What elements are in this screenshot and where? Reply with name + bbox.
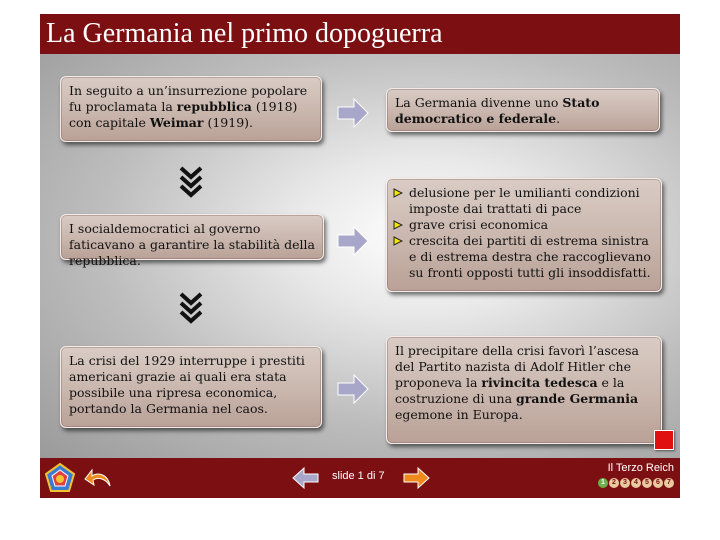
right-arrow-icon	[336, 224, 370, 258]
effect-box-2	[386, 178, 662, 292]
page-dot-7[interactable]: 7	[664, 478, 674, 488]
slide-counter: slide 1 di 7	[332, 470, 385, 482]
page-dot-2[interactable]: 2	[609, 478, 619, 488]
bullet-triangle-icon	[393, 236, 403, 246]
footer-bar	[40, 458, 680, 498]
effect-box-3	[386, 336, 662, 444]
page-dot-3[interactable]: 3	[620, 478, 630, 488]
box-text: In seguito a un’insurrezione popolare fu proclamata la	[69, 83, 308, 114]
list-item	[393, 185, 653, 217]
page-dot-5[interactable]: 5	[642, 478, 652, 488]
box-text: I socialdemocratici al governo faticavano a garantire la stabilità della repubblica.	[69, 221, 315, 268]
box-text: (1919).	[203, 115, 254, 130]
page-dots	[598, 478, 674, 488]
arrow-right-icon[interactable]	[402, 466, 430, 490]
box-text: Il precipitare della crisi favorì l’ascesa del Partito nazista di Adolf Hitler che proponeva la	[395, 343, 640, 390]
arrow-left-icon[interactable]	[292, 466, 320, 490]
box-text: e la costruzione di una	[395, 375, 625, 406]
box-text: (1918) con capitale	[69, 99, 298, 130]
consequence-list	[393, 185, 653, 281]
chevron-down-icon	[178, 290, 204, 324]
emphasis-text: grande Germania	[516, 391, 639, 406]
box-text: egemone in Europa.	[395, 407, 523, 422]
box-text: La Germania divenne uno	[395, 95, 563, 110]
page-dot-1[interactable]: 1	[598, 478, 608, 488]
page-dot-4[interactable]: 4	[631, 478, 641, 488]
page-dot-6[interactable]: 6	[653, 478, 663, 488]
emphasis-text: Stato democratico e federale	[395, 95, 600, 126]
stop-square-icon[interactable]	[654, 430, 674, 450]
list-item-text: crescita dei partiti di estrema sinistra e di estrema destra che raccoglievano su fronti opposti tutti gli insoddisfatti.	[409, 233, 651, 280]
emphasis-text: repubblica	[176, 99, 252, 114]
list-item	[393, 233, 653, 281]
slide-frame	[40, 14, 680, 498]
series-title: Il Terzo Reich	[607, 462, 674, 474]
return-arrow-icon[interactable]	[84, 466, 114, 490]
content-stage	[40, 54, 680, 458]
list-item	[393, 217, 653, 233]
right-arrow-icon	[336, 96, 370, 130]
header-bar	[40, 14, 680, 54]
cause-box-2	[60, 214, 324, 268]
emphasis-text: rivincita tedesca	[481, 375, 598, 390]
list-item-text: delusione per le umilianti condizioni imposte dai trattati di pace	[409, 185, 640, 216]
chevron-down-icon	[178, 164, 204, 198]
effect-box-1	[386, 88, 660, 132]
bullet-triangle-icon	[393, 220, 403, 230]
bullet-triangle-icon	[393, 188, 403, 198]
pentagon-logo-icon[interactable]	[44, 462, 76, 494]
box-text: .	[556, 111, 561, 126]
cause-box-1	[60, 76, 322, 142]
emphasis-text: Weimar	[149, 115, 204, 130]
right-arrow-icon	[336, 372, 370, 406]
list-item-text: grave crisi economica	[409, 217, 549, 232]
page-title: La Germania nel primo dopoguerra	[46, 18, 443, 49]
cause-box-3	[60, 346, 322, 428]
box-text: La crisi del 1929 interruppe i prestiti americani grazie ai quali era stata possibile una ripresa economica, portando la Germania nel caos.	[69, 353, 305, 416]
